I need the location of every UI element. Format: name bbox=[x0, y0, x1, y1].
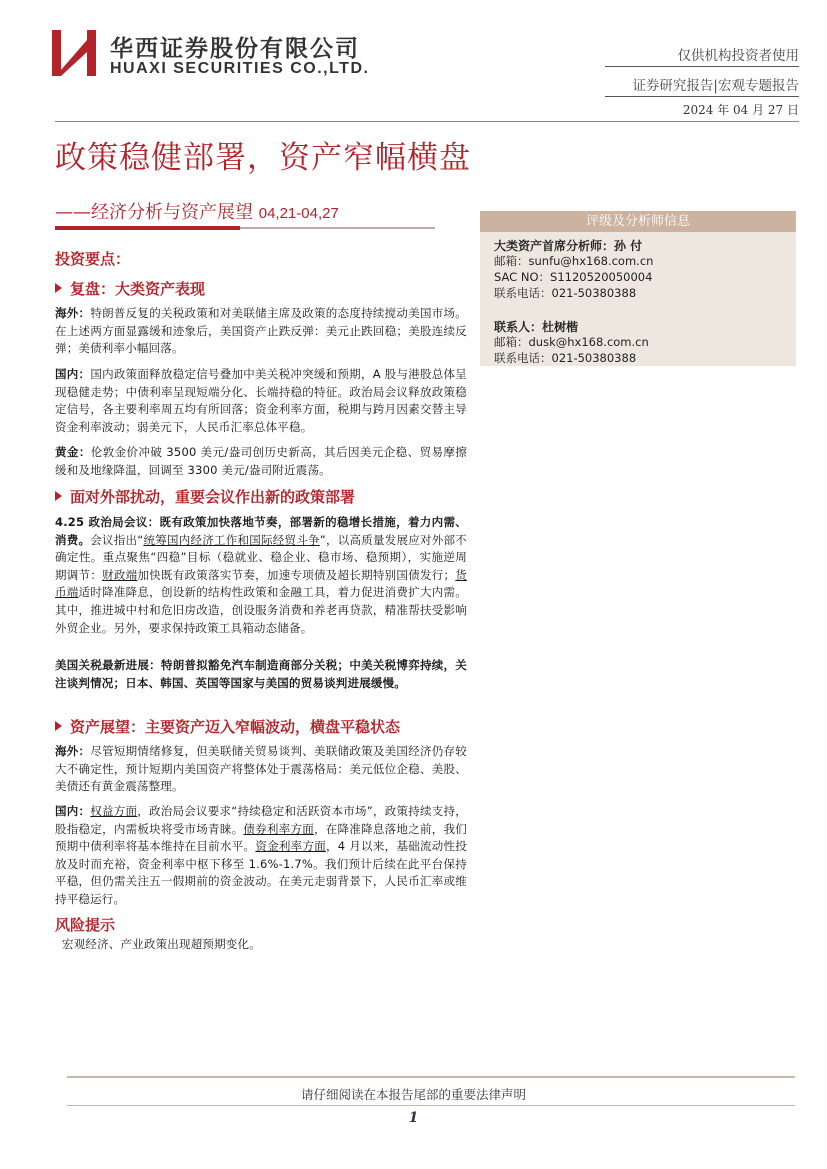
contact-email[interactable]: 邮箱：dusk@hx168.com.cn bbox=[494, 335, 649, 349]
paragraph-overseas-review: 海外：特朗普反复的关税政策和对美联储主席及政策的态度持续搅动美国市场。在上述两方面显露缓和迹象后，美国资产止跌反弹：美元止跌回稳；美股连续反弹；美债利率小幅回落。 bbox=[55, 306, 467, 356]
page-number: 1 bbox=[408, 1110, 419, 1126]
company-logo-icon bbox=[52, 30, 96, 76]
analyst-email[interactable]: 邮箱：sunfu@hx168.com.cn bbox=[494, 254, 654, 268]
paragraph-politburo-meeting: 4.25 政治局会议：既有政策加快落地节奏，部署新的稳增长措施，着力内需、消费。会议指出“统筹国内经济工作和国际经贸斗争”，以高质量发展应对外部不确定性。重点聚焦“四稳”目标（稳就业、稳企业、稳市场、稳预期），实施逆周期调节：财政端加快既有政策落实节奏，加速专项债及超长期特别国债发行；货币端适时降准降息，创设新的结构性政策和金融工具，着力促进消费扩大内需。其中，推进城中村和危旧房改造，创设服务消费和养老再贷款，精准帮扶受影响外贸企业。另外，要求保持政策工具箱动态储备。 bbox=[55, 515, 467, 635]
analyst-phone: 联系电话：021-50380388 bbox=[494, 286, 637, 300]
contact-name: 联系人：杜树楷 bbox=[494, 320, 579, 334]
section-heading-review: 复盘：大类资产表现 bbox=[55, 278, 467, 299]
paragraph-overseas-outlook: 海外：尽管短期情绪修复，但美联储关贸易谈判、美联储政策及美国经济仍存较大不确定性，预计短期内美国资产将整体处于震荡格局：美元低位企稳、美股、美债还有黄金震荡整理。 bbox=[55, 744, 467, 794]
footer-rule bbox=[67, 1076, 795, 1078]
contact-phone: 联系电话：021-50380388 bbox=[494, 351, 637, 365]
triangle-bullet-icon bbox=[55, 491, 62, 501]
key-points-heading: 投资要点： bbox=[55, 250, 131, 268]
audience-tagline: 仅供机构投资者使用 bbox=[677, 48, 799, 64]
subtitle-date-range: 04,21-04,27 bbox=[258, 205, 339, 222]
subtitle-underline bbox=[55, 226, 435, 230]
analyst-panel bbox=[480, 232, 796, 366]
report-subtitle bbox=[55, 198, 339, 224]
paragraph-gold-review: 黄金：伦敦金价冲破 3500 美元/盎司创历史新高，其后因美元企稳、贸易摩擦缓和及地缘降温，回调至 3300 美元/盎司附近震荡。 bbox=[55, 445, 467, 477]
paragraph-domestic-outlook: 国内：权益方面，政治局会议要求“持续稳定和活跃资本市场”，政策持续支持，股指稳定，内需板块将受市场青睐。债券利率方面，在降准降息落地之前，我们预期中债利率将基本维持在目前水平。资金利率方面，4 月以来，基础流动性投放及时而充裕，资金利率中枢下移至 1.6%-1.7%。我们预计后续在此平台保持平稳，但仍需关注五一假期前的资金波动。在美元走弱背景下，人民币汇率或维持平稳运行。 bbox=[55, 804, 467, 906]
report-title: 政策稳健部署，资产窄幅横盘 bbox=[55, 140, 471, 176]
analyst-sac-no: SAC NO：S1120520050004 bbox=[494, 270, 653, 284]
footer-disclaimer: 请仔细阅读在本报告尾部的重要法律声明 bbox=[300, 1087, 526, 1102]
section-heading-outlook: 资产展望：主要资产迈入窄幅波动，横盘平稳状态 bbox=[55, 716, 467, 737]
risk-text: 宏观经济、产业政策出现超预期变化。 bbox=[62, 937, 261, 951]
header-divider bbox=[605, 66, 799, 67]
subtitle-text: ——经济分析与资产展望 bbox=[55, 202, 253, 223]
section-heading-policy: 面对外部扰动，重要会议作出新的政策部署 bbox=[55, 486, 467, 507]
footer-rule bbox=[67, 1105, 795, 1106]
risk-heading: 风险提示 bbox=[55, 916, 116, 934]
header-divider bbox=[605, 96, 799, 97]
paragraph-domestic-review: 国内：国内政策面释放稳定信号叠加中美关税冲突缓和预期，A 股与港股总体呈现稳健走势；中债利率呈现短端分化、长端持稳的特征。政治局会议释放政策稳定信号，各主要利率周五均有所回落；资金利率方面，税期与跨月因素交替主导资金利率波动；弱美元下，人民币汇率总体平稳。 bbox=[55, 367, 467, 434]
analyst-panel-heading: 评级及分析师信息 bbox=[480, 211, 796, 232]
triangle-bullet-icon bbox=[55, 721, 62, 731]
report-date: 2024 年 04 月 27 日 bbox=[682, 103, 799, 117]
header-rule bbox=[55, 121, 799, 122]
company-name-en: HUAXI SECURITIES CO.,LTD. bbox=[110, 60, 370, 77]
paragraph-us-tariff: 美国关税最新进展：特朗普拟豁免汽车制造商部分关税；中美关税博弈持续，关注谈判情况；日本、韩国、英国等国家与美国的贸易谈判进展缓慢。 bbox=[55, 658, 467, 690]
analyst-name: 大类资产首席分析师：孙 付 bbox=[494, 239, 643, 253]
company-name-cn: 华西证券股份有限公司 bbox=[110, 36, 360, 62]
triangle-bullet-icon bbox=[55, 283, 62, 293]
report-type: 证券研究报告|宏观专题报告 bbox=[632, 78, 799, 94]
